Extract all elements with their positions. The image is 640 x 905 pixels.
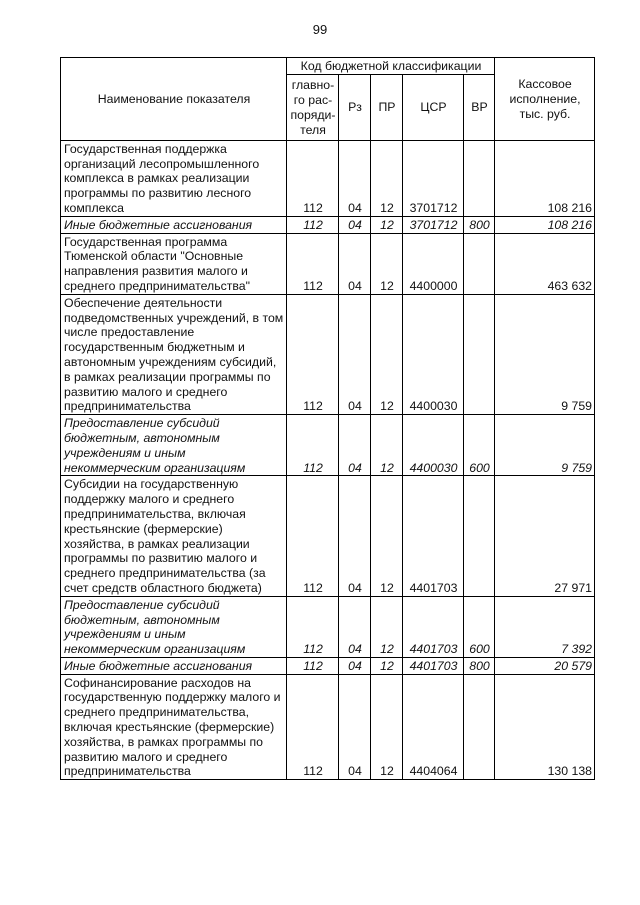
row-csr: 4400000 [403,233,464,294]
row-csr: 3701712 [403,140,464,216]
page-number: 99 [312,22,328,37]
header-name: Наименование показателя [61,58,287,141]
table-row [61,216,595,233]
row-pr: 12 [371,674,403,780]
table-row [61,476,595,596]
row-sum: 463 632 [495,233,595,294]
row-csr: 4401703 [403,596,464,657]
row-vr [464,674,495,780]
row-rz: 04 [339,140,371,216]
row-gl: 112 [287,596,339,657]
row-rz: 04 [339,657,371,674]
row-vr: 800 [464,216,495,233]
row-gl: 112 [287,674,339,780]
header-cash-execution: Кассовое исполнение, тыс. руб. [495,58,595,141]
row-rz: 04 [339,294,371,414]
row-pr: 12 [371,657,403,674]
row-vr [464,140,495,216]
row-sum: 9 759 [495,415,595,476]
row-name: Предоставление субсидий бюджетным, автономным учреждениям и иным некоммерческим организациям [61,415,287,476]
row-name: Субсидии на государственную поддержку малого и среднего предпринимательства, включая крестьянские (фермерские) хозяйства, в рамках реализации программы по развитию малого и среднего предпринимательства (за счет средств областного бюджета) [61,476,287,596]
table-row [61,140,595,216]
row-gl: 112 [287,233,339,294]
table-row [61,294,595,414]
row-sum: 9 759 [495,294,595,414]
row-name: Иные бюджетные ассигнования [61,216,287,233]
row-vr [464,294,495,414]
header-vr: ВР [464,74,495,140]
row-sum: 108 216 [495,140,595,216]
row-csr: 4400030 [403,415,464,476]
row-pr: 12 [371,216,403,233]
row-pr: 12 [371,294,403,414]
header-csr: ЦСР [403,74,464,140]
row-gl: 112 [287,216,339,233]
row-pr: 12 [371,140,403,216]
row-pr: 12 [371,415,403,476]
row-name: Государственная поддержка организаций лесопромышленного комплекса в рамках реализации программы по развитию лесного комплекса [61,140,287,216]
row-rz: 04 [339,233,371,294]
row-rz: 04 [339,415,371,476]
row-pr: 12 [371,233,403,294]
budget-table [60,57,595,780]
table-row [61,674,595,780]
row-csr: 4404064 [403,674,464,780]
row-rz: 04 [339,674,371,780]
row-pr: 12 [371,476,403,596]
row-vr: 600 [464,596,495,657]
table-row [61,657,595,674]
row-sum: 20 579 [495,657,595,674]
row-csr: 4400030 [403,294,464,414]
row-vr [464,476,495,596]
row-name: Софинансирование расходов на государственную поддержку малого и среднего предпринимательства, включая крестьянские (фермерские) хозяйства, в рамках программы по развитию малого и среднего предпринимательства [61,674,287,780]
row-rz: 04 [339,216,371,233]
header-pr: ПР [371,74,403,140]
row-name: Государственная программа Тюменской области "Основные направления развития малого и среднего предпринимательства" [61,233,287,294]
row-gl: 112 [287,476,339,596]
table-row [61,415,595,476]
row-sum: 27 971 [495,476,595,596]
row-sum: 130 138 [495,674,595,780]
row-pr: 12 [371,596,403,657]
row-vr: 600 [464,415,495,476]
row-gl: 112 [287,415,339,476]
row-name: Предоставление субсидий бюджетным, автономным учреждениям и иным некоммерческим организациям [61,596,287,657]
row-name: Обеспечение деятельности подведомственных учреждений, в том числе предоставление государственным бюджетным и автономным учреждениям субсидий, в рамках реализации программы по развитию малого и среднего предпринимательства [61,294,287,414]
row-gl: 112 [287,294,339,414]
row-vr [464,233,495,294]
row-vr: 800 [464,657,495,674]
row-name: Иные бюджетные ассигнования [61,657,287,674]
row-sum: 108 216 [495,216,595,233]
header-row-top [61,58,595,75]
row-csr: 4401703 [403,657,464,674]
row-csr: 4401703 [403,476,464,596]
row-rz: 04 [339,596,371,657]
row-sum: 7 392 [495,596,595,657]
header-code-group: Код бюджетной классификации [287,58,495,75]
header-gl: главно-го рас-поряди-теля [287,74,339,140]
table-row [61,233,595,294]
row-rz: 04 [339,476,371,596]
table-row [61,596,595,657]
row-gl: 112 [287,657,339,674]
row-csr: 3701712 [403,216,464,233]
header-rz: Рз [339,74,371,140]
row-gl: 112 [287,140,339,216]
